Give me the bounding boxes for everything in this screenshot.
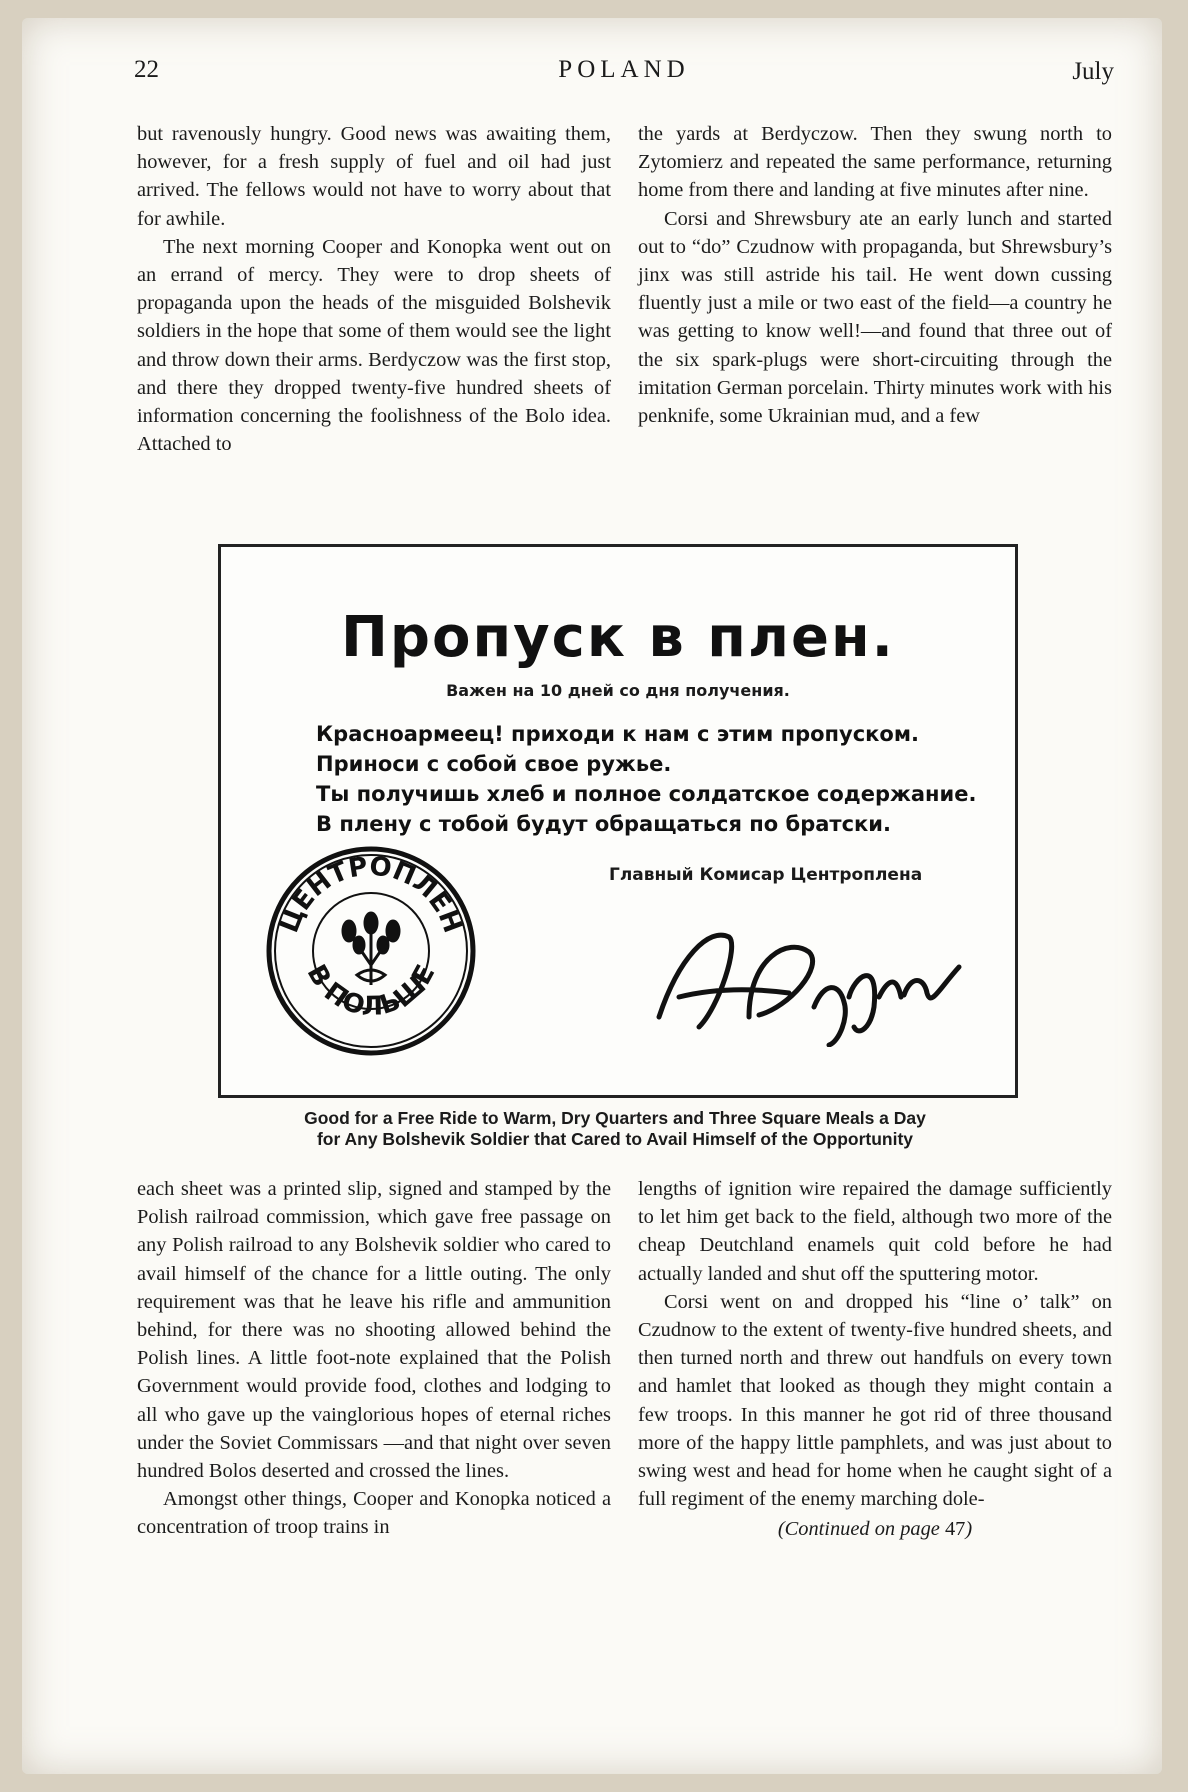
handwritten-signature-icon — [639, 897, 969, 1047]
paragraph: Corsi and Shrewsbury ate an early lunch and started out to “do” Czudnow with propaganda, but Shrewsbury’s jinx was still astride his tail. He went down cussing fluently just a mile or two east of the field—a country he was getting to know well!—and found that three out of the six spark-plugs were short-circuiting through the imitation German porcelain. Thirty minutes work with his penknife, some Ukrainian mud, and a few — [638, 207, 1112, 428]
leaflet-line: Красноармеец! приходи к нам с этим пропуском. — [316, 722, 920, 746]
page-number: 22 — [134, 56, 159, 83]
paragraph: each sheet was a printed slip, signed and stamped by the Polish railroad commission, which gave free passage on any Polish railroad to any Bolshevik soldier who cared to avail himself of the chance for a little outing. The only requirement was that he leave his rifle and ammunition behind, for there was no shooting allowed behind the Polish lines. A little foot-note explained that the Polish Government would provide food, clothes and lodging to all who gave up the vainglorious hopes of eternal riches under the Soviet Commissars —and that night over seven hundred Bolos deserted and crossed the lines. — [137, 1178, 611, 1483]
leaflet-line: Ты получишь хлеб и полное солдатское содержание. — [316, 782, 977, 806]
paragraph: lengths of ignition wire repaired the damage sufficiently to let him get back to the field, although two more of the cheap Deutchland enamels quit cold before he had actually landed and shut off the sputtering motor. — [638, 1178, 1112, 1285]
continued-suffix: ) — [965, 1518, 973, 1541]
leaflet-line: Приноси с собой свое ружье. — [316, 752, 672, 776]
leaflet-signatory-title: Главный Комисар Центроплена — [609, 865, 923, 885]
paragraph: the yards at Berdyczow. Then they swung north to Zytomierz and repeated the same performance, returning home from there and landing at five minutes after nine. — [638, 123, 1112, 202]
continued-page: 47 — [944, 1518, 966, 1541]
continued-note — [638, 1515, 1112, 1543]
svg-text:ЦЕНТРОПЛЕН: ЦЕНТРОПЛЕН — [274, 851, 468, 937]
paragraph: but ravenously hungry. Good news was awaiting them, however, for a fresh supply of fuel and oil had just arrived. The fellows would not have to worry about that for awhile. — [137, 123, 611, 230]
magazine-title: POLAND — [558, 56, 690, 83]
caption-line: Good for a Free Ride to Warm, Dry Quarters and Three Square Meals a Day — [304, 1108, 926, 1128]
paragraph: Amongst other things, Cooper and Konopka noticed a concentration of troop trains in — [137, 1488, 611, 1539]
column-bottom-left — [137, 1175, 611, 1542]
column-top-right — [638, 120, 1112, 430]
caption-line: for Any Bolshevik Soldier that Cared to Avail Himself of the Opportunity — [316, 1129, 914, 1149]
propaganda-leaflet-image — [218, 544, 1018, 1098]
paragraph: Corsi went on and dropped his “line o’ talk” on Czudnow to the extent of twenty-five hundred sheets, and then turned north and threw out handfuls on every town and hamlet that looked as though they might contain a few troops. In this manner he got rid of three thousand more of the happy little pamphlets, and was just about to swing west and head for home when he caught sight of a full regiment of the enemy marching dole- — [638, 1290, 1112, 1511]
svg-text:В ПОЛЬШЕ: В ПОЛЬШЕ — [300, 959, 442, 1022]
figure-caption — [200, 1108, 1030, 1150]
leaflet-validity: Важен на 10 дней со дня получения. — [446, 681, 790, 700]
leaflet-line: В плену с тобой будут обращаться по братски. — [316, 812, 891, 836]
leaflet-body — [316, 719, 976, 839]
column-bottom-right — [638, 1175, 1112, 1544]
seal-stamp-icon — [265, 845, 477, 1057]
leaflet-title: Пропуск в плен. — [341, 605, 895, 670]
page-header — [134, 56, 1114, 92]
continued-prefix: (Continued on page — [777, 1518, 940, 1541]
column-top-left — [137, 120, 611, 458]
issue-month: July — [1072, 58, 1114, 85]
paragraph: The next morning Cooper and Konopka went out on an errand of mercy. They were to drop sheets of propaganda upon the heads of the misguided Bolshevik soldiers in the hope that some of them would see the light and throw down their arms. Berdyczow was the first stop, and there they dropped twenty-five hundred sheets of information concerning the foolishness of the Bolo idea. Attached to — [137, 235, 611, 456]
